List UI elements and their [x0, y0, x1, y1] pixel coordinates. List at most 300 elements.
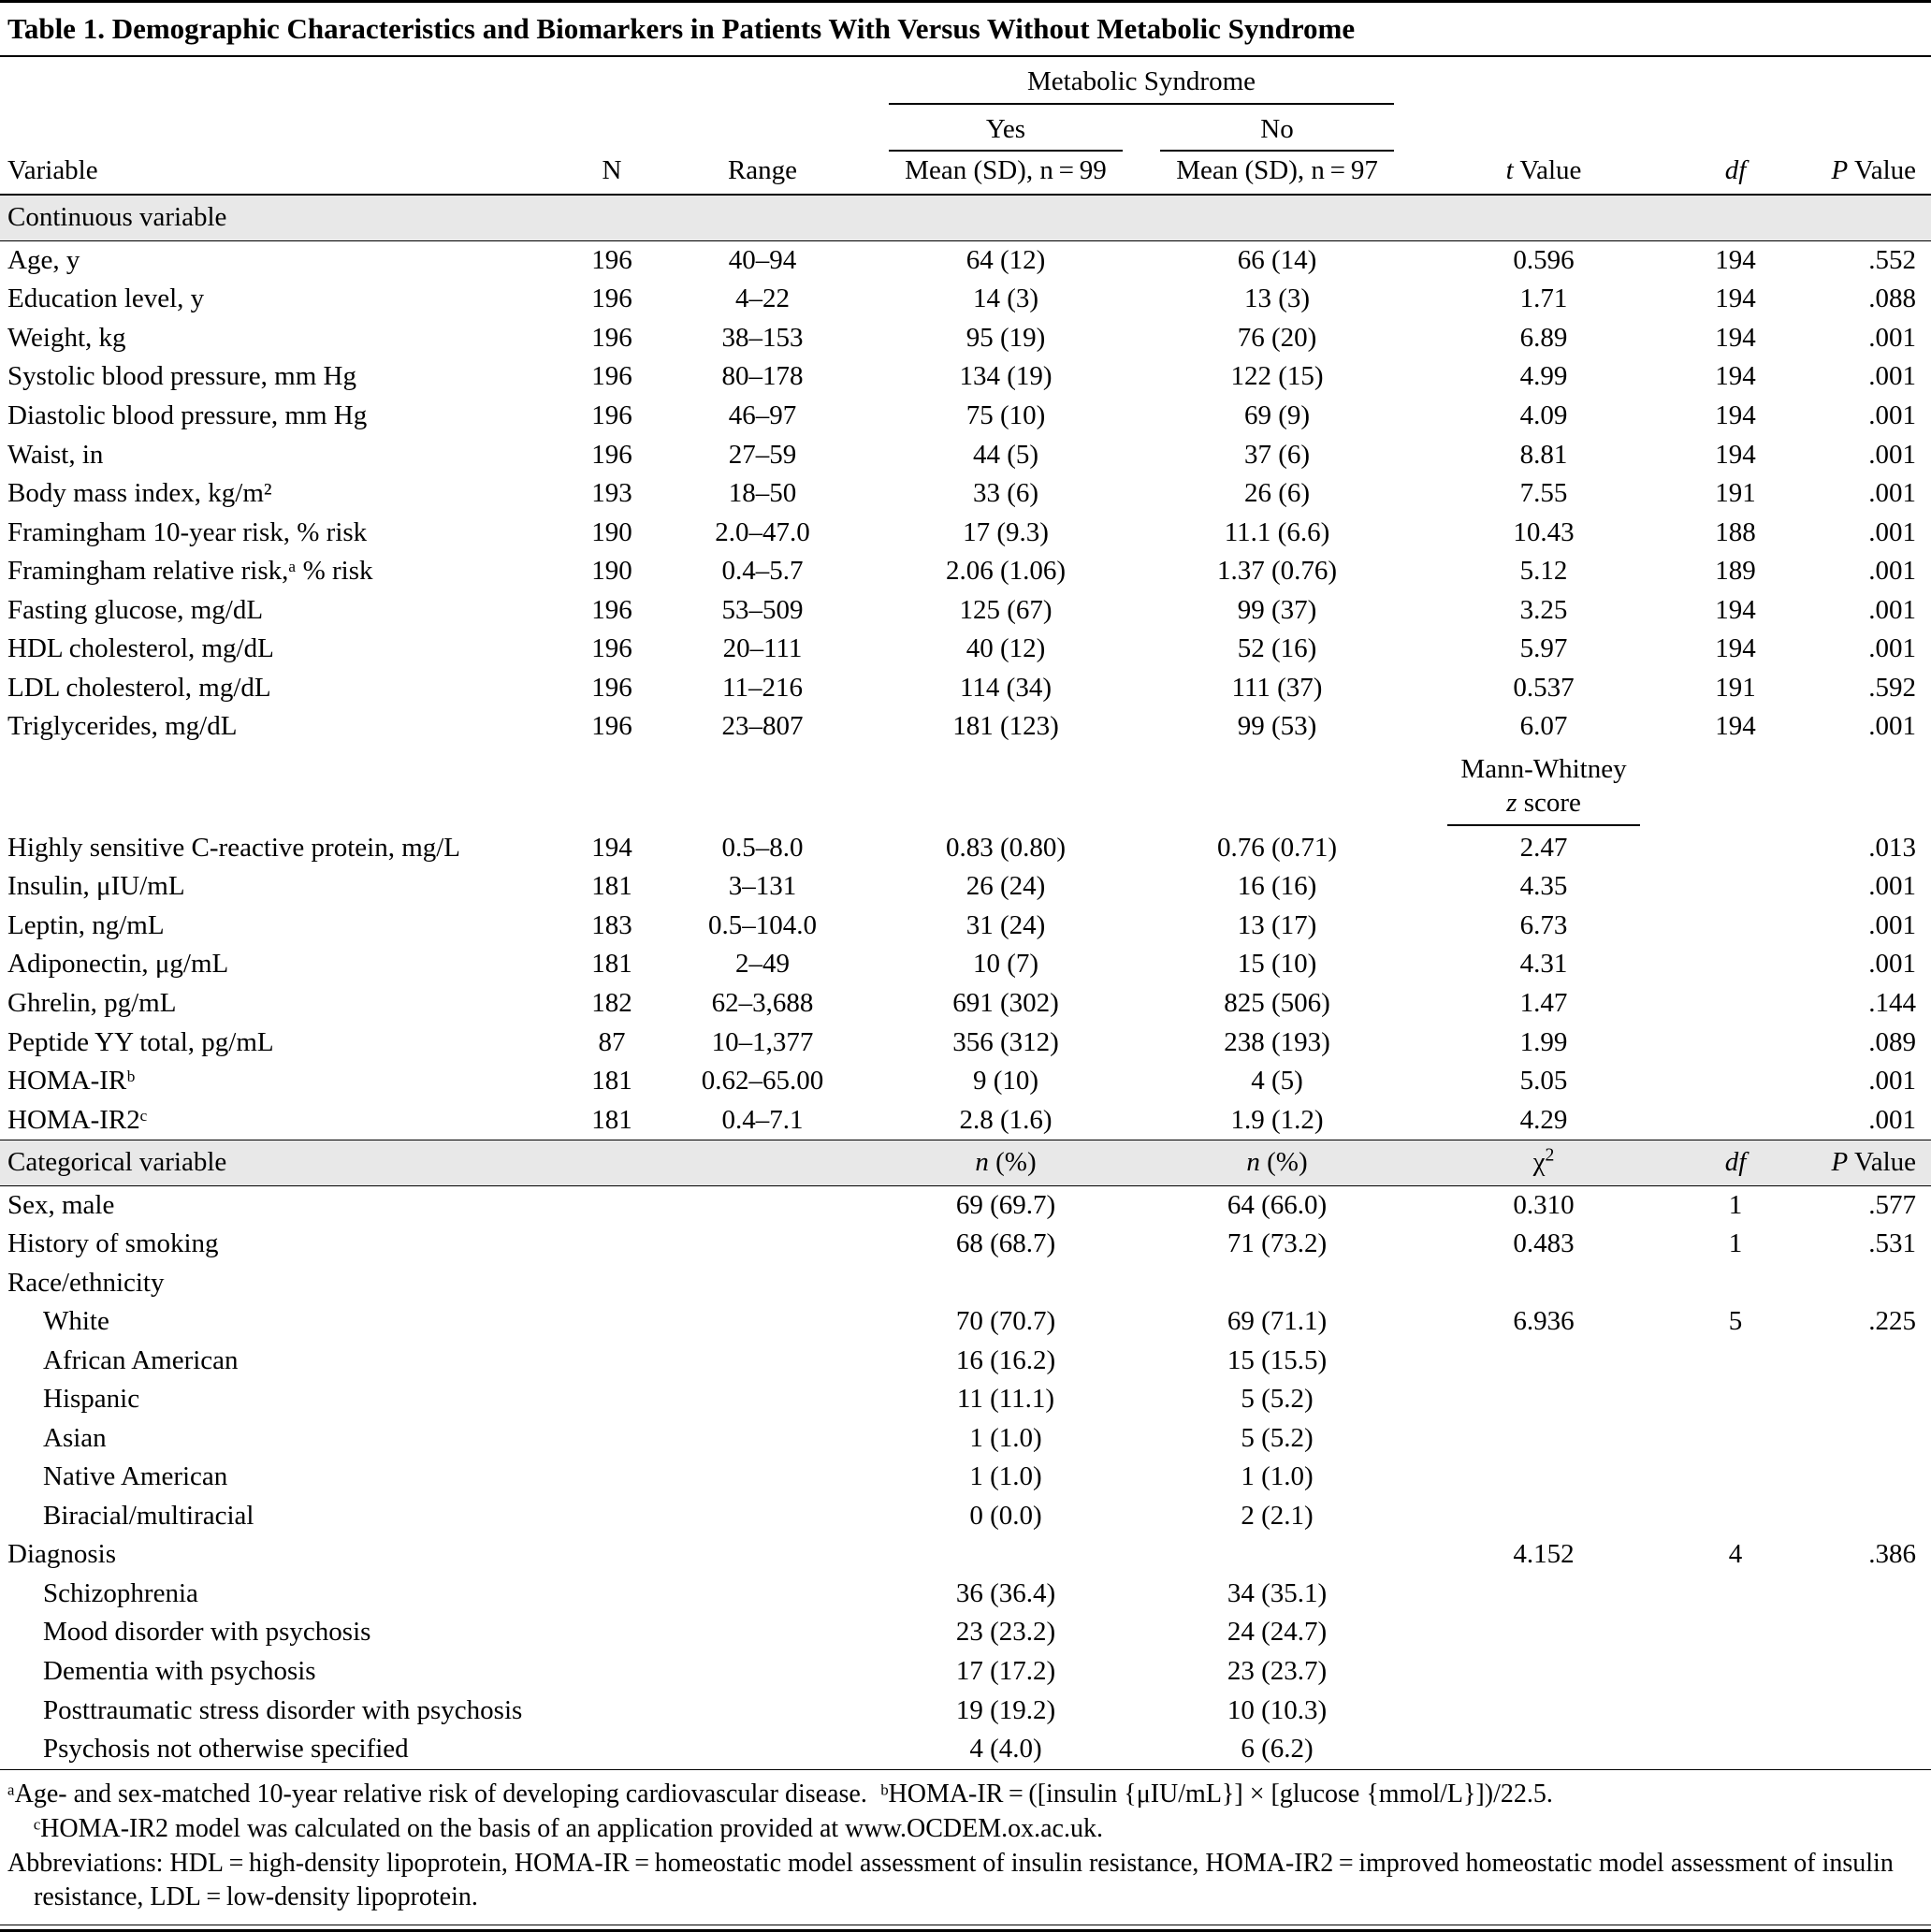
cell-no: 5 (5.2)	[1241, 1422, 1314, 1453]
cell-stat: 0.310	[1513, 1189, 1575, 1220]
cell-df: 194	[1715, 711, 1756, 742]
header-spacer	[1413, 105, 1675, 152]
cell-p: .552	[1868, 244, 1917, 275]
cell-n: 181	[591, 1104, 632, 1135]
column-header-df	[1675, 152, 1796, 196]
cell-p: .001	[1868, 594, 1917, 625]
cell-range: 20–111	[722, 633, 803, 664]
cell-n: 196	[591, 633, 632, 664]
cell-stat: 4.99	[1519, 361, 1568, 392]
cell-stat	[1413, 1652, 1675, 1692]
table-row	[0, 474, 1931, 514]
column-header-p-value: P Value	[1796, 152, 1931, 196]
cell-stat: 6.07	[1519, 711, 1568, 742]
cell-range: 0.4–7.1	[721, 1104, 804, 1135]
cell-p: .001	[1868, 361, 1917, 392]
table-row	[0, 829, 1931, 868]
cell-no	[1141, 195, 1413, 240]
cell-p: .001	[1868, 711, 1917, 742]
cell-yes: 4 (4.0)	[969, 1734, 1042, 1765]
cell-yes: 114 (34)	[960, 672, 1052, 703]
no-column-header	[1141, 105, 1413, 152]
cell-stat: 2.47	[1519, 832, 1568, 863]
cell-range: 23–807	[721, 711, 804, 742]
cell-p: .144	[1868, 987, 1917, 1018]
cell-p: .088	[1868, 283, 1917, 314]
cell-p	[1796, 1692, 1931, 1731]
cell-label: Framingham relative risk,ᵃ % risk	[7, 556, 373, 587]
table-row	[0, 1419, 1931, 1459]
cell-range: 0.4–5.7	[721, 556, 804, 587]
cell-n	[569, 1692, 655, 1731]
cell-p: .386	[1868, 1539, 1917, 1570]
cell-p	[1796, 747, 1931, 829]
group-header-label: Metabolic Syndrome	[889, 65, 1394, 106]
cell-no: 34 (35.1)	[1227, 1577, 1328, 1608]
cell-label: White	[43, 1306, 109, 1337]
cell-stat	[1413, 1380, 1675, 1419]
cell-yes: 64 (12)	[966, 244, 1046, 275]
cell-n: 196	[591, 322, 632, 353]
table-row	[0, 1302, 1931, 1342]
header-spacer	[1796, 105, 1931, 152]
cell-n: 196	[591, 283, 632, 314]
cell-p: .001	[1868, 633, 1917, 664]
cell-range	[655, 1264, 870, 1303]
cell-df	[1675, 1024, 1796, 1063]
cell-label: LDL cholesterol, mg/dL	[7, 672, 271, 703]
cell-n: 196	[591, 672, 632, 703]
cell-stat: 10.43	[1513, 516, 1575, 547]
cell-df	[1675, 984, 1796, 1024]
cell-stat: 4.152	[1513, 1539, 1575, 1570]
cell-range: 80–178	[721, 361, 804, 392]
table-row	[0, 1062, 1931, 1101]
yes-column-header	[870, 105, 1141, 152]
cell-n: 182	[591, 987, 632, 1018]
cell-label: Insulin, μIU/mL	[7, 871, 185, 902]
cell-n	[569, 1535, 655, 1575]
table-body	[0, 195, 1931, 1768]
table-row	[0, 357, 1931, 397]
cell-n: 190	[591, 556, 632, 587]
cell-no: 1.9 (1.2)	[1230, 1104, 1324, 1135]
table-row	[0, 1613, 1931, 1652]
cell-p: .001	[1868, 556, 1917, 587]
cell-label: Education level, y	[7, 283, 205, 314]
cell-df: 194	[1715, 594, 1756, 625]
cell-p: .001	[1868, 909, 1917, 940]
cell-p: .531	[1868, 1228, 1917, 1259]
table-header	[0, 57, 1931, 196]
cell-label: Peptide YY total, pg/mL	[7, 1026, 274, 1057]
cell-no: 13 (17)	[1237, 909, 1317, 940]
cell-stat	[1413, 1730, 1675, 1769]
table-row	[0, 240, 1931, 280]
cell-range	[655, 1497, 870, 1536]
cell-n: 181	[591, 1066, 632, 1097]
cell-n	[569, 1730, 655, 1769]
cell-range: 10–1,377	[711, 1026, 814, 1057]
cell-label: Systolic blood pressure, mm Hg	[7, 361, 356, 392]
cell-yes: 44 (5)	[972, 439, 1039, 470]
cell-df: 194	[1715, 322, 1756, 353]
header-group-row	[0, 57, 1931, 106]
header-spacer	[1796, 57, 1931, 106]
cell-df	[1675, 1342, 1796, 1381]
cell-label: Leptin, ng/mL	[7, 909, 165, 940]
cell-yes: 31 (24)	[966, 909, 1046, 940]
column-header-row	[0, 152, 1931, 196]
cell-range	[655, 1185, 870, 1225]
cell-p: .013	[1868, 832, 1917, 863]
cell-p	[1796, 1419, 1931, 1459]
cell-p	[1796, 1458, 1931, 1497]
cell-no: 238 (193)	[1224, 1026, 1330, 1057]
cell-label: Fasting glucose, mg/dL	[7, 594, 264, 625]
mann-whitney-z-header: Mann-Whitney z score	[1447, 748, 1639, 826]
cell-no: 13 (3)	[1243, 283, 1311, 314]
cell-yes: 9 (10)	[972, 1066, 1039, 1097]
cell-no: 5 (5.2)	[1241, 1384, 1314, 1415]
cell-yes	[870, 1264, 1141, 1303]
header-spacer	[655, 57, 870, 106]
cell-yes: 134 (19)	[959, 361, 1053, 392]
cell-df: 191	[1715, 478, 1756, 509]
cell-stat: 4.09	[1519, 400, 1568, 430]
footnote-abbreviations: Abbreviations: HDL = high-density lipoprotein, HOMA-IR = homeostatic model assessment of insulin resistance, HOMA-IR2 = improved homeostatic model assessment of insulin resistance, LDL = low-density lipoprotein.	[7, 1848, 1894, 1912]
cell-yes: 17 (17.2)	[955, 1656, 1056, 1686]
cell-df	[1675, 1613, 1796, 1652]
cell-no: 64 (66.0)	[1227, 1189, 1328, 1220]
cell-p: .001	[1868, 439, 1917, 470]
cell-no: n (%)	[1141, 1140, 1413, 1186]
cell-n	[569, 747, 655, 829]
cell-range: 40–94	[728, 244, 797, 275]
cell-stat: 6.89	[1519, 322, 1568, 353]
cell-range: 38–153	[721, 322, 804, 353]
header-spacer	[655, 105, 870, 152]
cell-df	[1675, 1062, 1796, 1101]
cell-df	[1675, 1380, 1796, 1419]
cell-stat: 6.936	[1513, 1306, 1575, 1337]
cell-label: HOMA-IRᵇ	[7, 1066, 136, 1097]
cell-label: HOMA-IR2ᶜ	[7, 1104, 148, 1135]
table-row	[0, 1024, 1931, 1063]
cell-stat: 3.25	[1519, 594, 1568, 625]
cell-label: Weight, kg	[7, 322, 126, 353]
cell-range	[655, 195, 870, 240]
cell-range	[655, 1535, 870, 1575]
cell-p	[1796, 195, 1931, 240]
cell-no: 24 (24.7)	[1227, 1617, 1328, 1648]
cell-df	[1675, 747, 1796, 829]
cell-label: Hispanic	[43, 1384, 140, 1415]
cell-p	[1796, 1652, 1931, 1692]
column-header-t-value: t Value	[1413, 152, 1675, 196]
cell-n	[569, 1380, 655, 1419]
table-row	[0, 1342, 1931, 1381]
cell-df: 194	[1715, 244, 1756, 275]
cell-n: 196	[591, 244, 632, 275]
cell-df	[1675, 829, 1796, 868]
cell-stat	[1413, 1419, 1675, 1459]
table-row	[0, 945, 1931, 984]
cell-no: 4 (5)	[1251, 1066, 1303, 1097]
cell-range	[655, 1419, 870, 1459]
cell-df: df	[1675, 1140, 1796, 1186]
table-row	[0, 867, 1931, 907]
cell-label: Psychosis not otherwise specified	[43, 1734, 409, 1765]
t-symbol: t	[1505, 154, 1514, 185]
table-row	[0, 907, 1931, 946]
footnote-a-b: ᵃAge- and sex-matched 10-year relative risk of developing cardiovascular disease. ᵇHOMA-IR = ([insulin {μIU/mL}] × [glucose {mmol/L}])/22.5.	[7, 1779, 1553, 1809]
cell-p: .001	[1868, 400, 1917, 430]
cell-label: Diagnosis	[7, 1539, 116, 1570]
cell-yes	[870, 747, 1141, 829]
cell-df	[1675, 1458, 1796, 1497]
cell-label: Asian	[43, 1422, 107, 1453]
cell-yes: n (%)	[870, 1140, 1141, 1186]
cell-yes: 68 (68.7)	[955, 1228, 1056, 1259]
cell-yes: 356 (312)	[952, 1026, 1059, 1057]
cell-p	[1796, 1380, 1931, 1419]
table-row	[0, 591, 1931, 631]
cell-label: Native American	[43, 1461, 228, 1492]
cell-n	[569, 195, 655, 240]
cell-stat: $\chi^2$	[1413, 1140, 1675, 1186]
cell-label: Sex, male	[7, 1189, 115, 1220]
cell-range	[655, 1302, 870, 1342]
header-spacer	[569, 105, 655, 152]
cell-label: African American	[43, 1344, 239, 1375]
cell-df	[1675, 1692, 1796, 1731]
table-footnotes	[0, 1769, 1931, 1926]
cell-yes: 75 (10)	[966, 400, 1046, 430]
cell-df: 194	[1715, 400, 1756, 430]
cell-p: .225	[1868, 1306, 1917, 1337]
cell-p	[1796, 1575, 1931, 1614]
cell-no: 1 (1.0)	[1241, 1461, 1314, 1492]
cell-range: 2.0–47.0	[715, 516, 810, 547]
table-row	[0, 669, 1931, 708]
cell-p: .089	[1868, 1026, 1917, 1057]
cell-no: 69 (71.1)	[1227, 1306, 1328, 1337]
cell-yes: 0 (0.0)	[969, 1500, 1042, 1531]
cell-label: HDL cholesterol, mg/dL	[7, 633, 274, 664]
section-header-row	[0, 195, 1931, 240]
cell-df: 1	[1728, 1228, 1743, 1259]
cell-df	[1675, 1101, 1796, 1140]
cell-n	[569, 1458, 655, 1497]
cell-label: Waist, in	[7, 439, 104, 470]
cell-p	[1796, 1342, 1931, 1381]
cell-no: 1.37 (0.76)	[1216, 556, 1338, 587]
cell-no	[1141, 1535, 1413, 1575]
cell-df: 194	[1715, 361, 1756, 392]
cell-range: 53–509	[721, 594, 804, 625]
cell-df	[1675, 907, 1796, 946]
cell-yes: 1 (1.0)	[969, 1422, 1042, 1453]
cell-yes: 2.8 (1.6)	[959, 1104, 1053, 1135]
cell-range	[655, 1140, 870, 1186]
cell-no: 99 (53)	[1237, 711, 1317, 742]
cell-range: 2–49	[735, 949, 790, 980]
cell-range: 0.5–104.0	[708, 909, 817, 940]
cell-yes: 26 (24)	[966, 871, 1046, 902]
cell-stat	[1413, 1497, 1675, 1536]
cell-no: 15 (10)	[1237, 949, 1317, 980]
table-row	[0, 630, 1931, 669]
cell-yes: 691 (302)	[952, 987, 1059, 1018]
cell-n	[569, 1497, 655, 1536]
cell-no: 69 (9)	[1243, 400, 1311, 430]
no-label: No	[1160, 112, 1394, 152]
cell-stat: 4.31	[1519, 949, 1568, 980]
cell-n: 181	[591, 949, 632, 980]
cell-df	[1675, 1419, 1796, 1459]
cell-yes: 33 (6)	[972, 478, 1039, 509]
cell-label: Posttraumatic stress disorder with psychosis	[43, 1694, 523, 1725]
cell-yes: 23 (23.2)	[955, 1617, 1056, 1648]
cell-label: Race/ethnicity	[7, 1267, 165, 1298]
p-symbol: P	[1831, 154, 1849, 185]
table-row	[0, 514, 1931, 553]
cell-p	[1796, 1730, 1931, 1769]
header-spacer	[0, 105, 569, 152]
header-spacer	[569, 57, 655, 106]
cell-df: 194	[1715, 439, 1756, 470]
cell-df: 1	[1728, 1189, 1743, 1220]
cell-label: Diastolic blood pressure, mm Hg	[7, 400, 368, 430]
cell-no	[1141, 1264, 1413, 1303]
cell-range	[655, 1342, 870, 1381]
column-header-range: Range	[655, 152, 870, 196]
cell-yes: 2.06 (1.06)	[945, 556, 1067, 587]
cell-n: 193	[591, 478, 632, 509]
stat-subheader-row	[0, 747, 1931, 829]
cell-df	[1675, 1575, 1796, 1614]
cell-no: 71 (73.2)	[1227, 1228, 1328, 1259]
header-spacer	[0, 57, 569, 106]
cell-label	[0, 747, 569, 829]
cell-label: Biracial/multiracial	[43, 1500, 254, 1531]
cell-n	[569, 1225, 655, 1264]
cell-no: 2 (2.1)	[1241, 1500, 1314, 1531]
table-row	[0, 1730, 1931, 1769]
cell-range: 62–3,688	[711, 987, 814, 1018]
cell-n: 190	[591, 516, 632, 547]
cell-yes: 16 (16.2)	[955, 1344, 1056, 1375]
cell-p: .001	[1868, 871, 1917, 902]
cell-n	[569, 1613, 655, 1652]
cell-n: 196	[591, 594, 632, 625]
cell-stat: 1.71	[1519, 283, 1568, 314]
cell-n	[569, 1264, 655, 1303]
cell-p: .001	[1868, 949, 1917, 980]
cell-yes: 19 (19.2)	[955, 1694, 1056, 1725]
cell-range: 27–59	[728, 439, 797, 470]
cell-stat	[1413, 195, 1675, 240]
cell-label: Ghrelin, pg/mL	[7, 987, 177, 1018]
cell-no: 23 (23.7)	[1227, 1656, 1328, 1686]
cell-df: 191	[1715, 672, 1756, 703]
cell-no: 122 (15)	[1230, 361, 1324, 392]
cell-range	[655, 1380, 870, 1419]
cell-df	[1675, 945, 1796, 984]
cell-p: .001	[1868, 1104, 1917, 1135]
cell-n	[569, 1185, 655, 1225]
yes-label: Yes	[889, 112, 1123, 152]
cell-yes: 17 (9.3)	[963, 516, 1049, 547]
cell-no: 111 (37)	[1231, 672, 1323, 703]
metabolic-syndrome-group-header	[870, 57, 1413, 106]
cell-df: 194	[1715, 633, 1756, 664]
cell-range: 4–22	[735, 283, 790, 314]
cell-p	[1796, 1497, 1931, 1536]
cell-stat	[1413, 1342, 1675, 1381]
cell-p: .001	[1868, 1066, 1917, 1097]
cell-stat	[1413, 1264, 1675, 1303]
cell-no: 66 (14)	[1237, 244, 1317, 275]
cell-yes: 11 (11.1)	[956, 1384, 1055, 1415]
table-title: Table 1. Demographic Characteristics and Biomarkers in Patients With Versus Without Metabolic Syndrome	[0, 0, 1931, 57]
cell-df: 4	[1728, 1539, 1743, 1570]
cell-range	[655, 1575, 870, 1614]
header-spacer	[1675, 57, 1796, 106]
cell-label: Dementia with psychosis	[43, 1656, 316, 1686]
cell-n	[569, 1419, 655, 1459]
cell-no: 52 (16)	[1237, 633, 1317, 664]
cell-n: 87	[598, 1026, 626, 1057]
cell-yes: 125 (67)	[959, 594, 1053, 625]
section-header-row	[0, 1140, 1931, 1186]
cell-p: P Value	[1796, 1140, 1931, 1186]
cell-label: Framingham 10-year risk, % risk	[7, 516, 368, 547]
table-row	[0, 280, 1931, 319]
cell-yes: 69 (69.7)	[955, 1189, 1056, 1220]
cell-stat	[1413, 747, 1675, 829]
cell-range	[655, 1692, 870, 1731]
cell-label: Body mass index, kg/m²	[7, 478, 272, 509]
cell-no: 76 (20)	[1237, 322, 1317, 353]
cell-label: History of smoking	[7, 1228, 219, 1259]
cell-no: 16 (16)	[1237, 871, 1317, 902]
column-header-mean-no: Mean (SD), n = 97	[1141, 152, 1413, 196]
table-row	[0, 1497, 1931, 1536]
table-row	[0, 1652, 1931, 1692]
cell-n: 181	[591, 871, 632, 902]
table-row	[0, 1185, 1931, 1225]
cell-stat: 0.596	[1513, 244, 1575, 275]
cell-n	[569, 1302, 655, 1342]
cell-stat: 1.99	[1519, 1026, 1568, 1057]
cell-no	[1141, 747, 1413, 829]
cell-stat: 8.81	[1519, 439, 1568, 470]
cell-df	[1675, 1730, 1796, 1769]
cell-yes	[870, 195, 1141, 240]
table-row	[0, 707, 1931, 747]
table-row	[0, 1264, 1931, 1303]
table-row	[0, 1101, 1931, 1140]
table-row	[0, 436, 1931, 475]
cell-no: 825 (506)	[1224, 987, 1330, 1018]
cell-p	[1796, 1264, 1931, 1303]
cell-p: .001	[1868, 516, 1917, 547]
table-row	[0, 1380, 1931, 1419]
cell-n: 196	[591, 711, 632, 742]
cell-no: 99 (37)	[1237, 594, 1317, 625]
